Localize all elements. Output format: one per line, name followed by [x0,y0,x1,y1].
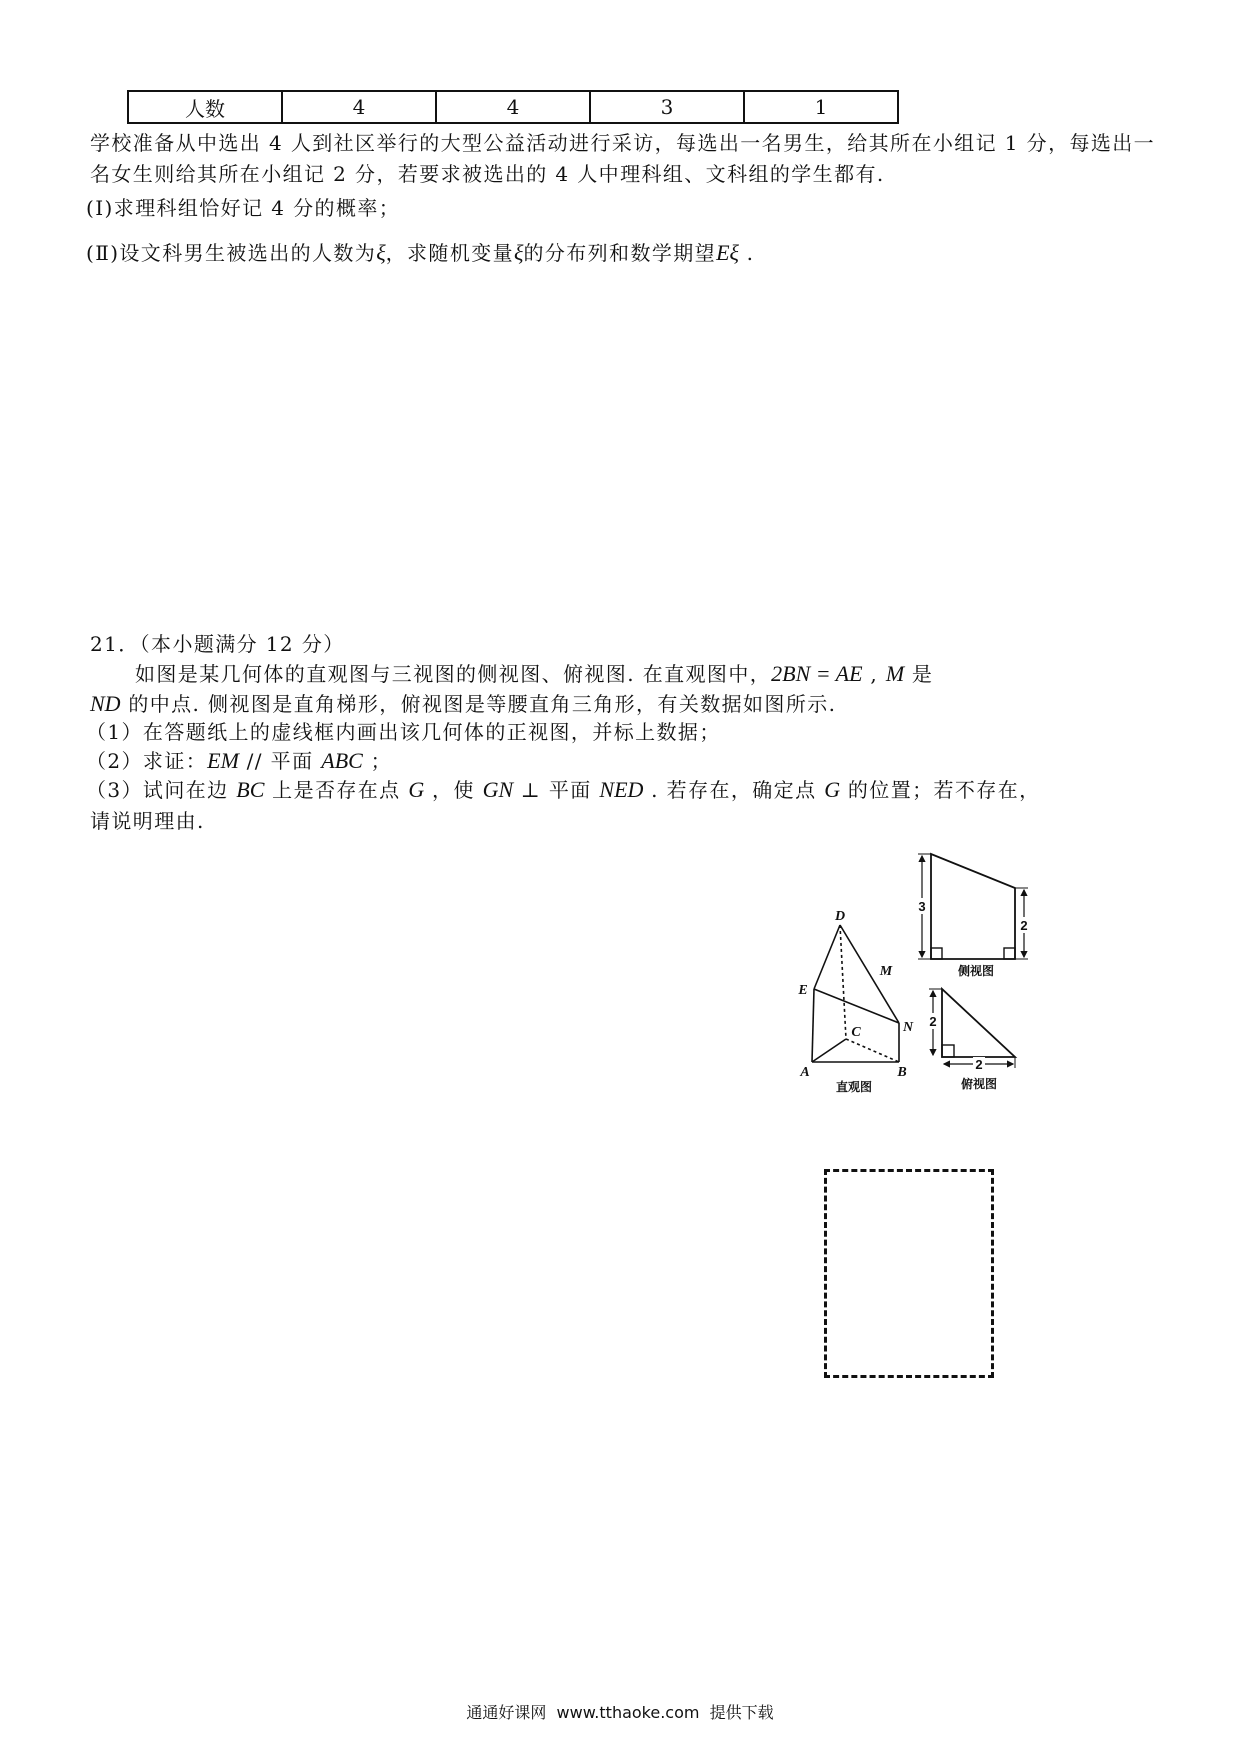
edge-ac [812,1039,846,1062]
q21-part-3-text: （3）试问在边 [86,778,237,802]
q20-part-2-text: ，求随机变量 [385,241,515,265]
math-segment: GN [482,777,514,802]
point-label-c: C [851,1025,861,1040]
side-view-dimension-right: 2 [1020,918,1028,933]
top-view-caption: 俯视图 [960,1077,998,1091]
q21-part-3-text: ，使 [424,778,483,802]
page-footer: 通通好课网 www.tthaoke.com 提供下载 [466,1703,774,1722]
point-label-n: N [902,1020,914,1035]
side-view [918,854,1028,959]
solid-figure [812,925,899,1062]
point-label-b: B [897,1065,907,1080]
right-angle-mark [942,1045,954,1057]
q21-stem-line-1 [135,660,933,688]
right-angle-mark [1004,948,1015,959]
q21-part-2-text: （2）求证： [86,749,208,773]
q21-stem-text: 的中点. 侧视图是直角梯形，俯视图是等腰直角三角形，有关数据如图所示. [120,692,837,716]
right-angle-mark [931,948,942,959]
table-cell: 4 [282,91,436,123]
q21-stem-text: 是 [904,662,934,686]
q20-text-line-2: 名女生则给其所在小组记 2 分，若要求被选出的 4 人中理科组、文科组的学生都有. [90,162,885,186]
q21-part-3-text: ⊥ 平面 [513,778,600,802]
q21-part-2 [86,747,392,775]
side-view-dimension-left: 3 [918,899,926,914]
math-segment: ND [90,691,121,716]
math-expectation: Eξ [716,240,739,265]
edge-cb-hidden [846,1039,899,1062]
top-view-dimension-left: 2 [929,1014,937,1029]
q21-part-3 [86,776,1041,804]
math-plane: NED [599,777,644,802]
math-point: M [885,661,905,686]
edge-de [814,925,840,989]
q21-stem-line-2 [90,690,836,718]
math-xi: ξ [376,240,386,265]
edge-dc-hidden [840,925,846,1039]
math-point: G [408,777,425,802]
table-row [128,91,898,123]
table-cell: 1 [744,91,898,123]
table-header-cell: 人数 [128,91,282,123]
point-label-d: D [834,909,846,924]
q21-heading: 21．（本小题满分 12 分） [90,632,345,656]
solid-figure-caption: 直观图 [835,1080,873,1094]
q21-part-1: （1）在答题纸上的虚线框内画出该几何体的正视图，并标上数据； [86,720,721,744]
math-segment: BC [236,777,265,802]
side-view-caption: 侧视图 [957,964,995,978]
q21-part-3-text: 上是否存在点 [264,778,409,802]
count-table [127,90,899,124]
q21-stem-text: , [862,662,886,686]
q21-part-2-text: // 平面 [238,749,322,773]
table-cell: 4 [436,91,590,123]
q20-text-line-1: 学校准备从中选出 4 人到社区举行的大型公益活动进行采访，每选出一名男生，给其所在小组记 1 分，每选出一 [90,131,1156,155]
q20-part-2-text: (Ⅱ)设文科男生被选出的人数为 [86,241,377,265]
math-segment: EM [207,748,239,773]
geometry-figures [790,845,1040,1100]
point-label-m: M [879,964,893,979]
q20-part-2 [86,239,754,267]
math-point: G [824,777,841,802]
table-cell: 3 [590,91,744,123]
top-view-triangle [942,989,1015,1057]
answer-dashed-box [824,1169,994,1378]
q20-part-2-text: . [738,241,755,265]
math-expression: 2BN = AE [771,661,863,686]
q20-part-2-text: 的分布列和数学期望 [523,241,717,265]
q21-part-3-continued: 请说明理由. [90,809,205,833]
edge-ea [812,989,814,1062]
math-xi: ξ [514,240,524,265]
side-view-trapezoid [931,854,1015,959]
top-view-dimension-bottom: 2 [975,1057,983,1072]
q21-stem-text: 如图是某几何体的直观图与三视图的侧视图、俯视图. 在直观图中， [135,662,772,686]
q21-part-3-text: . 若存在，确定点 [643,778,825,802]
edge-en [814,989,899,1023]
q21-part-2-text: ； [362,749,392,773]
point-label-a: A [800,1065,810,1080]
top-view [929,989,1015,1068]
math-plane: ABC [321,748,363,773]
q21-part-3-text: 的位置；若不存在， [840,778,1041,802]
point-label-e: E [798,983,808,998]
q20-part-1: (Ⅰ)求理科组恰好记 4 分的概率； [86,196,401,220]
